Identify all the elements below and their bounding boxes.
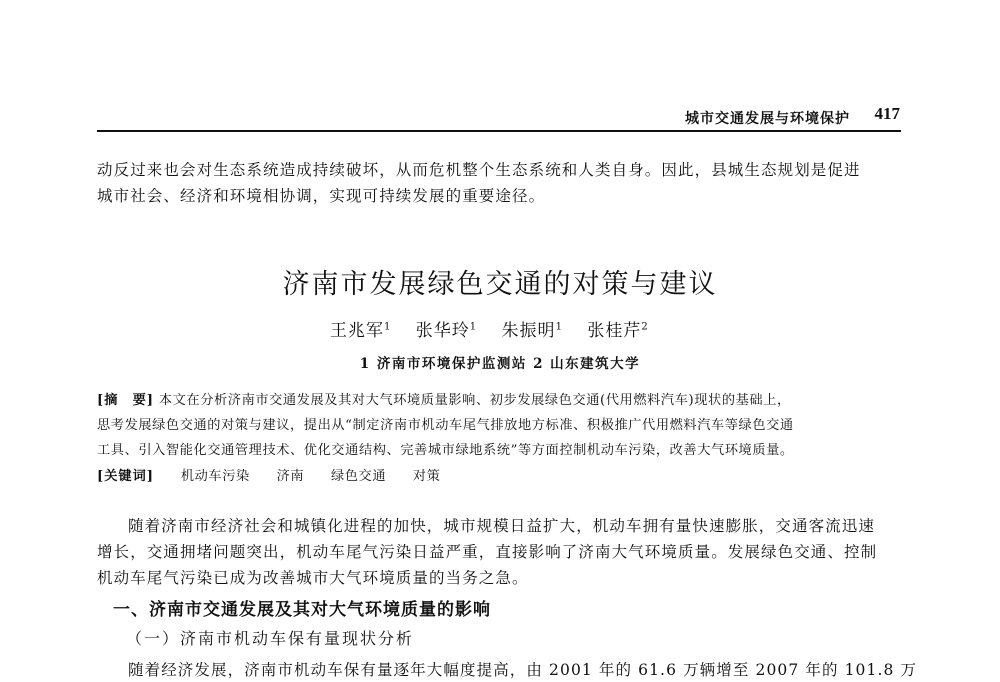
keyword: 济南: [276, 469, 305, 484]
keyword: 机动车污染: [180, 469, 250, 484]
body-paragraph-line: 随着经济发展，济南市机动车保有量逐年大幅度提高，由 2001 年的 61.6 万辆增至 2007 年的 101.8 万: [128, 661, 918, 679]
subsection-heading: （一）济南市机动车保有量现状分析: [126, 629, 415, 648]
author-affiliation-mark: 1: [555, 321, 563, 333]
abstract-line: 思考发展绿色交通的对策与建议，提出从“制定济南市机动车尾气排放地方标准、积极推广代用燃料汽车等绿色交通: [97, 418, 794, 433]
author-affiliation-mark: 1: [469, 321, 478, 333]
author-name: 张桂芹: [587, 321, 642, 341]
body-paragraph-line: 增长，交通拥堵问题突出，机动车尾气污染日益严重，直接影响了济南大气环境质量。发展绿色交通、控制: [97, 543, 878, 561]
author-affiliation-mark: 2: [641, 321, 649, 333]
author-name: 王兆军: [330, 321, 384, 341]
running-header-title: 城市交通发展与环境保护: [685, 111, 850, 127]
body-paragraph-line: 机动车尾气污染已成为改善城市大气环境质量的当务之急。: [97, 569, 529, 587]
author-affiliation-mark: 1: [384, 321, 392, 333]
intro-paragraph-line: 城市社会、经济和环境相协调，实现可持续发展的重要途径。: [97, 187, 546, 205]
keywords-line: [97, 465, 440, 484]
keyword: 绿色交通: [330, 469, 387, 484]
abstract-line: 工具、引入智能化交通管理技术、优化交通结构、完善城市绿地系统”等方面控制机动车污染，改善大气环境质量。: [97, 443, 794, 458]
abstract-line: [97, 389, 791, 408]
author-list: [330, 316, 649, 341]
author: [416, 321, 477, 341]
article-title: 济南市发展绿色交通的对策与建议: [282, 269, 718, 300]
header-rule: [97, 130, 901, 132]
author-name: 朱振明: [501, 321, 556, 341]
abstract-label: [摘 要]: [97, 393, 155, 408]
author-name: 张华玲: [415, 321, 470, 341]
body-paragraph-line: 随着济南市经济社会和城镇化进程的加快，城市规模日益扩大，机动车拥有量快速膨胀，交通客流迅速: [128, 517, 876, 535]
keywords-label: [关键词]: [97, 469, 155, 484]
author: [330, 321, 391, 341]
page-number: 417: [874, 104, 900, 123]
section-heading: 一、济南市交通发展及其对大气环境质量的影响: [113, 600, 491, 620]
affiliations: 1 济南市环境保护监测站 2 山东建筑大学: [359, 356, 641, 372]
author: [502, 321, 563, 341]
author: [587, 321, 648, 341]
intro-paragraph-line: 动反过来也会对生态系统造成持续破坏，从而危机整个生态系统和人类自身。因此，县城生态规划是促进: [97, 161, 861, 179]
keyword: 对策: [412, 469, 441, 484]
abstract-text: 本文在分析济南市交通发展及其对大气环境质量影响、初步发展绿色交通(代用燃料汽车)现状的基础上，: [158, 393, 791, 408]
